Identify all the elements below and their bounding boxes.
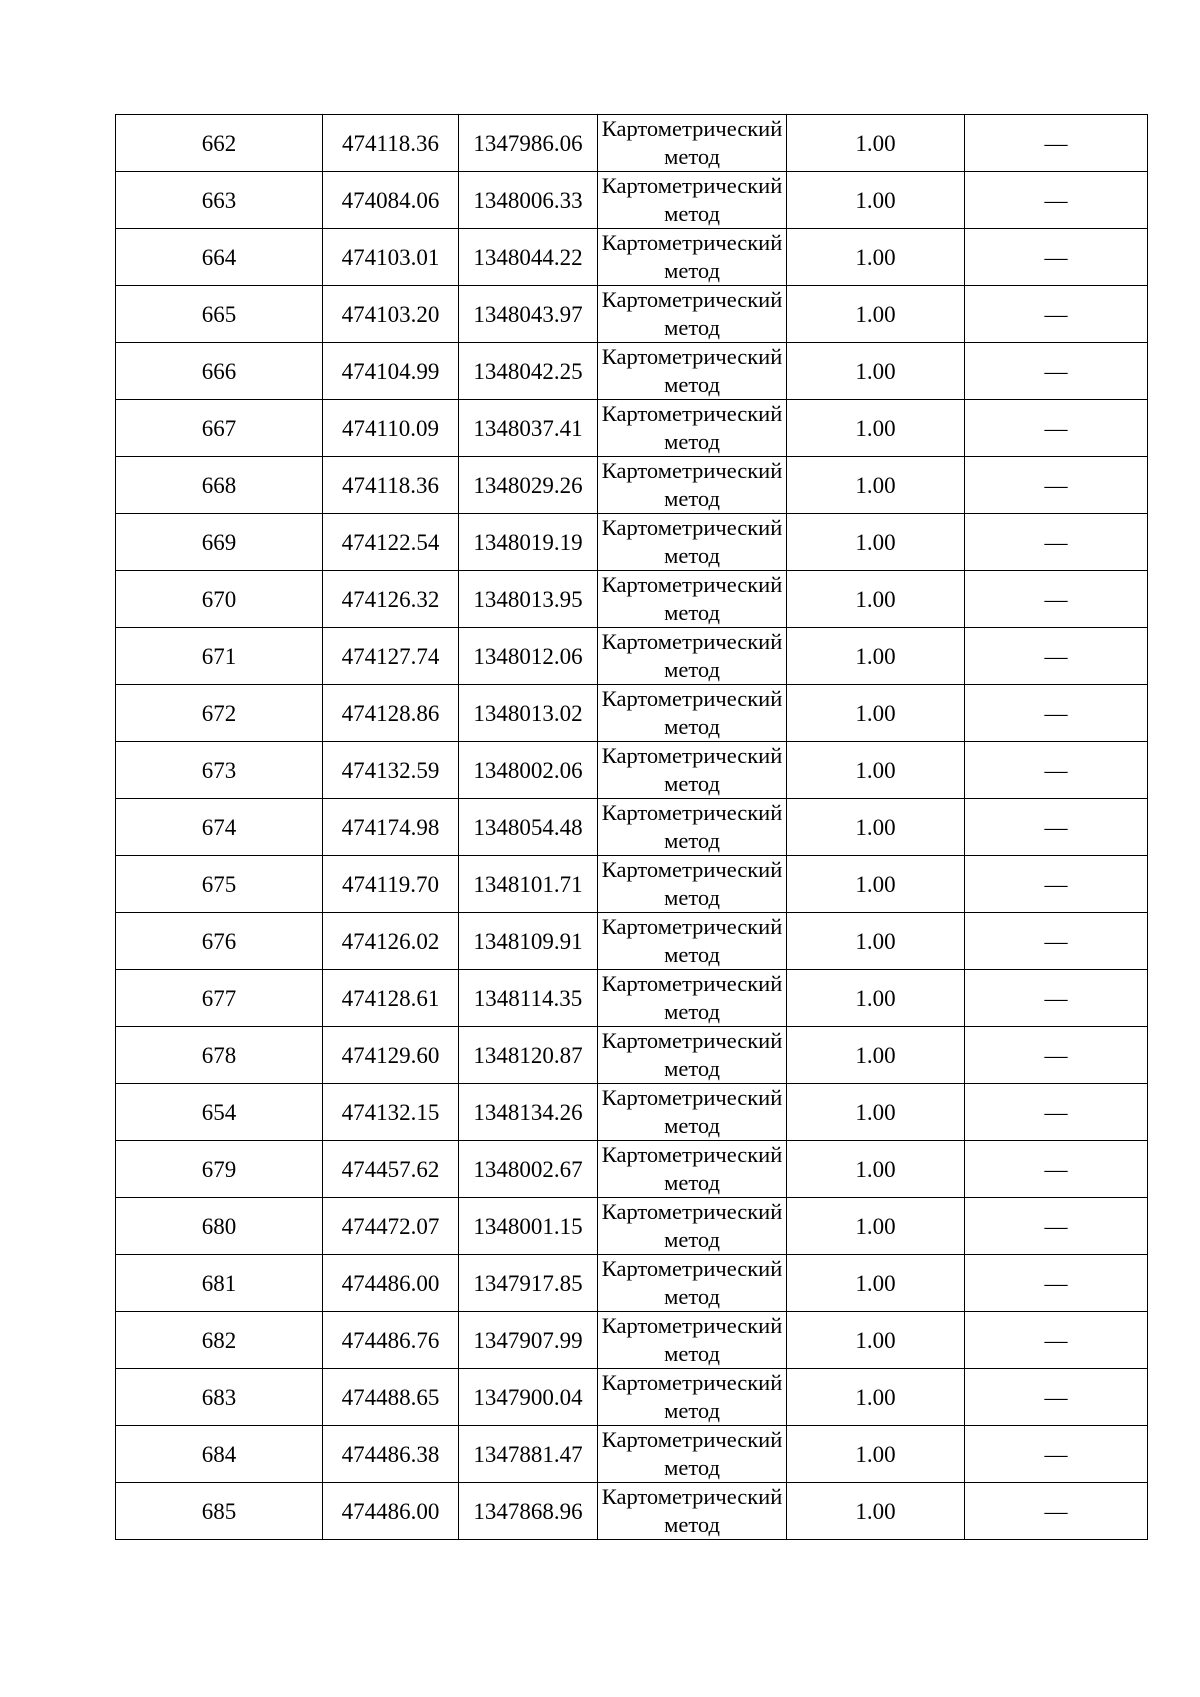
point-number-cell: 672 — [116, 685, 323, 742]
point-number-cell: 680 — [116, 1198, 323, 1255]
method-cell: Картометрический метод — [598, 1027, 787, 1084]
method-cell: Картометрический метод — [598, 970, 787, 1027]
method-cell: Картометрический метод — [598, 1483, 787, 1540]
method-cell: Картометрический метод — [598, 400, 787, 457]
y-coordinate-cell: 1348134.26 — [459, 1084, 598, 1141]
point-number-cell: 670 — [116, 571, 323, 628]
note-cell: — — [965, 970, 1148, 1027]
method-cell: Картометрический метод — [598, 1369, 787, 1426]
y-coordinate-cell: 1347900.04 — [459, 1369, 598, 1426]
accuracy-cell: 1.00 — [787, 1369, 965, 1426]
y-coordinate-cell: 1348120.87 — [459, 1027, 598, 1084]
y-coordinate-cell: 1347917.85 — [459, 1255, 598, 1312]
accuracy-cell: 1.00 — [787, 172, 965, 229]
accuracy-cell: 1.00 — [787, 457, 965, 514]
method-cell: Картометрический метод — [598, 913, 787, 970]
note-cell: — — [965, 1141, 1148, 1198]
y-coordinate-cell: 1348002.67 — [459, 1141, 598, 1198]
method-cell: Картометрический метод — [598, 343, 787, 400]
method-cell: Картометрический метод — [598, 1426, 787, 1483]
note-cell: — — [965, 742, 1148, 799]
note-cell: — — [965, 1426, 1148, 1483]
method-cell: Картометрический метод — [598, 1255, 787, 1312]
point-number-cell: 681 — [116, 1255, 323, 1312]
table-row — [116, 913, 1148, 970]
point-number-cell: 682 — [116, 1312, 323, 1369]
table-row — [116, 1483, 1148, 1540]
note-cell: — — [965, 1198, 1148, 1255]
accuracy-cell: 1.00 — [787, 1483, 965, 1540]
point-number-cell: 674 — [116, 799, 323, 856]
table-row — [116, 1084, 1148, 1141]
accuracy-cell: 1.00 — [787, 913, 965, 970]
method-cell: Картометрический метод — [598, 1141, 787, 1198]
table-row — [116, 1141, 1148, 1198]
note-cell: — — [965, 1255, 1148, 1312]
table-row — [116, 229, 1148, 286]
point-number-cell: 677 — [116, 970, 323, 1027]
note-cell: — — [965, 172, 1148, 229]
accuracy-cell: 1.00 — [787, 970, 965, 1027]
method-cell: Картометрический метод — [598, 172, 787, 229]
x-coordinate-cell: 474488.65 — [323, 1369, 459, 1426]
point-number-cell: 667 — [116, 400, 323, 457]
note-cell: — — [965, 229, 1148, 286]
y-coordinate-cell: 1348043.97 — [459, 286, 598, 343]
table-row — [116, 172, 1148, 229]
coordinates-table — [115, 114, 1148, 1540]
x-coordinate-cell: 474118.36 — [323, 115, 459, 172]
accuracy-cell: 1.00 — [787, 286, 965, 343]
table-row — [116, 400, 1148, 457]
accuracy-cell: 1.00 — [787, 115, 965, 172]
accuracy-cell: 1.00 — [787, 514, 965, 571]
y-coordinate-cell: 1348001.15 — [459, 1198, 598, 1255]
x-coordinate-cell: 474486.00 — [323, 1255, 459, 1312]
method-cell: Картометрический метод — [598, 856, 787, 913]
note-cell: — — [965, 1084, 1148, 1141]
accuracy-cell: 1.00 — [787, 229, 965, 286]
table-row — [116, 571, 1148, 628]
method-cell: Картометрический метод — [598, 229, 787, 286]
note-cell: — — [965, 628, 1148, 685]
y-coordinate-cell: 1348054.48 — [459, 799, 598, 856]
accuracy-cell: 1.00 — [787, 1255, 965, 1312]
method-cell: Картометрический метод — [598, 742, 787, 799]
x-coordinate-cell: 474174.98 — [323, 799, 459, 856]
table-row — [116, 1312, 1148, 1369]
table-row — [116, 286, 1148, 343]
accuracy-cell: 1.00 — [787, 1084, 965, 1141]
x-coordinate-cell: 474084.06 — [323, 172, 459, 229]
x-coordinate-cell: 474129.60 — [323, 1027, 459, 1084]
accuracy-cell: 1.00 — [787, 1027, 965, 1084]
note-cell: — — [965, 514, 1148, 571]
y-coordinate-cell: 1348013.95 — [459, 571, 598, 628]
point-number-cell: 663 — [116, 172, 323, 229]
table-row — [116, 1027, 1148, 1084]
y-coordinate-cell: 1348044.22 — [459, 229, 598, 286]
x-coordinate-cell: 474126.02 — [323, 913, 459, 970]
y-coordinate-cell: 1348114.35 — [459, 970, 598, 1027]
x-coordinate-cell: 474132.15 — [323, 1084, 459, 1141]
y-coordinate-cell: 1348013.02 — [459, 685, 598, 742]
y-coordinate-cell: 1348002.06 — [459, 742, 598, 799]
accuracy-cell: 1.00 — [787, 343, 965, 400]
point-number-cell: 666 — [116, 343, 323, 400]
method-cell: Картометрический метод — [598, 457, 787, 514]
table-row — [116, 799, 1148, 856]
accuracy-cell: 1.00 — [787, 856, 965, 913]
y-coordinate-cell: 1347868.96 — [459, 1483, 598, 1540]
note-cell: — — [965, 457, 1148, 514]
table-row — [116, 1198, 1148, 1255]
accuracy-cell: 1.00 — [787, 742, 965, 799]
note-cell: — — [965, 685, 1148, 742]
x-coordinate-cell: 474110.09 — [323, 400, 459, 457]
point-number-cell: 685 — [116, 1483, 323, 1540]
point-number-cell: 684 — [116, 1426, 323, 1483]
point-number-cell: 654 — [116, 1084, 323, 1141]
note-cell: — — [965, 343, 1148, 400]
x-coordinate-cell: 474122.54 — [323, 514, 459, 571]
point-number-cell: 665 — [116, 286, 323, 343]
table-row — [116, 514, 1148, 571]
table-row — [116, 457, 1148, 514]
method-cell: Картометрический метод — [598, 115, 787, 172]
method-cell: Картометрический метод — [598, 1198, 787, 1255]
table-row — [116, 742, 1148, 799]
note-cell: — — [965, 400, 1148, 457]
accuracy-cell: 1.00 — [787, 571, 965, 628]
point-number-cell: 662 — [116, 115, 323, 172]
accuracy-cell: 1.00 — [787, 799, 965, 856]
method-cell: Картометрический метод — [598, 1312, 787, 1369]
table-row — [116, 1255, 1148, 1312]
note-cell: — — [965, 115, 1148, 172]
table-row — [116, 1426, 1148, 1483]
x-coordinate-cell: 474128.61 — [323, 970, 459, 1027]
method-cell: Картометрический метод — [598, 628, 787, 685]
accuracy-cell: 1.00 — [787, 1198, 965, 1255]
table-row — [116, 970, 1148, 1027]
table-row — [116, 685, 1148, 742]
accuracy-cell: 1.00 — [787, 1426, 965, 1483]
y-coordinate-cell: 1348037.41 — [459, 400, 598, 457]
y-coordinate-cell: 1348006.33 — [459, 172, 598, 229]
point-number-cell: 678 — [116, 1027, 323, 1084]
table-row — [116, 856, 1148, 913]
point-number-cell: 664 — [116, 229, 323, 286]
x-coordinate-cell: 474128.86 — [323, 685, 459, 742]
method-cell: Картометрический метод — [598, 514, 787, 571]
point-number-cell: 673 — [116, 742, 323, 799]
y-coordinate-cell: 1347986.06 — [459, 115, 598, 172]
y-coordinate-cell: 1348019.19 — [459, 514, 598, 571]
y-coordinate-cell: 1348029.26 — [459, 457, 598, 514]
table-row — [116, 115, 1148, 172]
method-cell: Картометрический метод — [598, 1084, 787, 1141]
point-number-cell: 668 — [116, 457, 323, 514]
note-cell: — — [965, 1483, 1148, 1540]
x-coordinate-cell: 474119.70 — [323, 856, 459, 913]
accuracy-cell: 1.00 — [787, 1312, 965, 1369]
y-coordinate-cell: 1348042.25 — [459, 343, 598, 400]
method-cell: Картометрический метод — [598, 571, 787, 628]
x-coordinate-cell: 474126.32 — [323, 571, 459, 628]
table-row — [116, 343, 1148, 400]
x-coordinate-cell: 474486.38 — [323, 1426, 459, 1483]
y-coordinate-cell: 1348012.06 — [459, 628, 598, 685]
x-coordinate-cell: 474118.36 — [323, 457, 459, 514]
x-coordinate-cell: 474103.20 — [323, 286, 459, 343]
x-coordinate-cell: 474472.07 — [323, 1198, 459, 1255]
y-coordinate-cell: 1348109.91 — [459, 913, 598, 970]
x-coordinate-cell: 474457.62 — [323, 1141, 459, 1198]
note-cell: — — [965, 286, 1148, 343]
point-number-cell: 675 — [116, 856, 323, 913]
point-number-cell: 679 — [116, 1141, 323, 1198]
note-cell: — — [965, 1369, 1148, 1426]
note-cell: — — [965, 799, 1148, 856]
accuracy-cell: 1.00 — [787, 685, 965, 742]
note-cell: — — [965, 856, 1148, 913]
method-cell: Картометрический метод — [598, 286, 787, 343]
y-coordinate-cell: 1347907.99 — [459, 1312, 598, 1369]
accuracy-cell: 1.00 — [787, 400, 965, 457]
point-number-cell: 683 — [116, 1369, 323, 1426]
method-cell: Картометрический метод — [598, 799, 787, 856]
note-cell: — — [965, 1312, 1148, 1369]
table-row — [116, 1369, 1148, 1426]
point-number-cell: 669 — [116, 514, 323, 571]
method-cell: Картометрический метод — [598, 685, 787, 742]
x-coordinate-cell: 474486.76 — [323, 1312, 459, 1369]
y-coordinate-cell: 1347881.47 — [459, 1426, 598, 1483]
note-cell: — — [965, 571, 1148, 628]
x-coordinate-cell: 474103.01 — [323, 229, 459, 286]
point-number-cell: 671 — [116, 628, 323, 685]
note-cell: — — [965, 1027, 1148, 1084]
x-coordinate-cell: 474104.99 — [323, 343, 459, 400]
y-coordinate-cell: 1348101.71 — [459, 856, 598, 913]
x-coordinate-cell: 474486.00 — [323, 1483, 459, 1540]
accuracy-cell: 1.00 — [787, 1141, 965, 1198]
x-coordinate-cell: 474127.74 — [323, 628, 459, 685]
accuracy-cell: 1.00 — [787, 628, 965, 685]
note-cell: — — [965, 913, 1148, 970]
coordinates-table-body — [116, 115, 1148, 1540]
point-number-cell: 676 — [116, 913, 323, 970]
table-row — [116, 628, 1148, 685]
x-coordinate-cell: 474132.59 — [323, 742, 459, 799]
